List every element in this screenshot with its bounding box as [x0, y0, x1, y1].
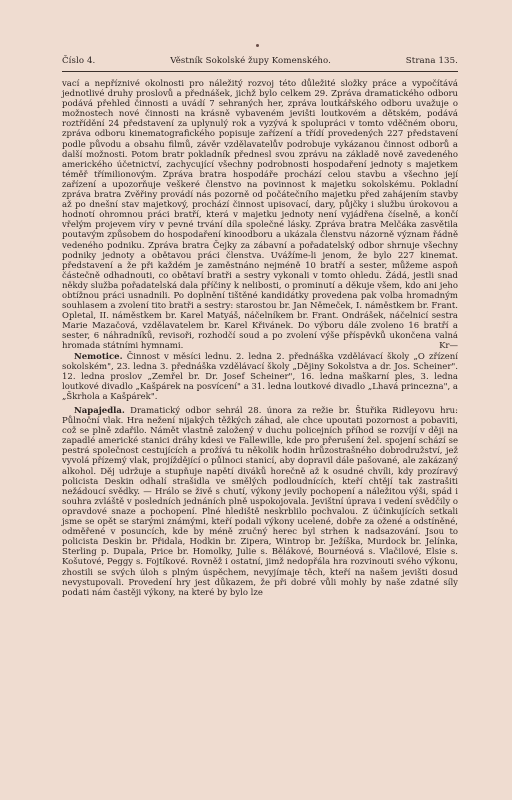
- header-rule: [62, 71, 458, 72]
- paragraph-napajedla-text: Dramatický odbor sehrál 28. února za režie br. Štuřika Ridleyovu hru: Půlnoční vlak. Hra nežení nijakých těžkých záhad, ale chce upoutati pozornost a pobaviti, což se plně zdařilo. Námět vlastně založený v duchu policejních příhod se rozvíjí v ději na zapadlé americké stanici dráhy kdesi ve Fallewille, kde pro přerušení žel. spojení schází se pestrá společnost cestujících a prožívá tu několik hodin hrůzostrašného dobrodružství, jež vyvolá přízemý vlak, projíždějící o půlnoci stanicí, aby dopravil dále pašované, ale zakázaný alkohol. Děj udržuje a stupňuje napětí diváků horečně až k osudné chvíli, kdy prozíravý policista Deskin odhalí strašidla ve smělých podloudnících, kteří chtějí tak zastrašiti nežádoucí svědky. — Hrálo se živě s chutí, výkony jevily pochopení a náležitou výši, spád i souhra zvláště v posledních jednáních plně uspokojovala. Jevištní úprava i vedení svědčily o opravdové snaze a pochopení. Plné hlediště neskrblilo pochvalou. Z účinkujících setkali jsme se opět se starými známými, kteří podali výkony ucelené, dobře za ožené a odstíněné, odměřené v posuncích, kde by méně zručný herec byl strhen k nadsazování. Jsou to policista Deskin br. Přidala, Hodkin br. Zipera, Wintrop br. Ježíška, Murdock br. Jelínka, Sterling p. Dupala, Price br. Homolky, Julie s. Bělákové, Bournéová s. Vlačilové, Elsie s. Košutové, Peggy s. Fojtíkové. Rovněž i ostatní, jimž nedopřála hra rozvinouti svého výkonu, zhostili se svých úloh s plným úspěchem, nevyjímaje těch, kteří na našem jevišti dosud nevystupovali. Provedení hry jest důkazem, že při dobré vůli mohly by naše zdatné síly podati nám častěji výkony, na které by bylo lze: [62, 406, 458, 598]
- paragraph-nemotice: [62, 352, 458, 402]
- paragraph-napajedla: [62, 406, 458, 598]
- author-signature: Kr—: [439, 341, 458, 352]
- page-dot: [256, 44, 259, 47]
- paragraph-report-text: vací a nepříznivé okolnosti pro náležitý rozvoj této důležité složky práce a vypočítává jednotlivé druhy proslovů a přednášek, jichž bylo celkem 29. Zpráva dramatického odboru podává přehled činnosti a uvádí 7 sehraných her, zpráva loutkářského odboru uvažuje o možnostech nové činnosti na krásně vybaveném jevišti loutkovém a dětském, podává roztřídění 24 představení za uplynulý rok a vyzývá k spolupráci v tomto vděčném oboru, zpráva odboru kinematografického popisuje zařízení a třídí provedených 227 představení podle původu a obsahu filmů, závěr vzdělavatelův podrobuje vykázanou činnost odborů a další možnosti. Potom bratr pokladník přednesl svou zprávu na základě nově zavedeného amerického účetnictví, zachycující všechny podrobnosti hospodaření jednoty s majetkem téměř třímilionovým. Zpráva bratra hospodáře prochází celou stavbu a všechno její zařízení a upozorňuje veškeré členstvo na povinnost k majetku sokolskému. Pokladní zpráva bratra Zvěřiny provádí nás pozorně od počátečního majetku před zahájením stavby až po dnešní stav majetkový, prochází činnost upisovací, dary, půjčky i službu úrokovou a hodnotí ohromnou práci bratří, která v majetku jednoty není vyjádřena číselně, a končí vřelým projevem víry v pevné trvání díla společné lásky. Zpráva bratra Melčáka zasvětila poutavým způsobem do hospodaření kinoodboru a ukázala členstvu názorně význam řádně vedeného podniku. Zpráva bratra Čejky za zábavní a pořadatelský odbor shrnuje všechny podniky jednoty a obětavou práci členstva. Uvážíme-li jenom, že bylo 227 kinemat. představení a že při každém je zaměstnáno nejméně 10 bratří a sester, můžeme aspoň částečně odhadnouti, co obětaví bratři a sestry vykonali v tomto ohledu. Žádá, jestli snad někdy služba pořadatelská dala příčiny k nelibosti, o prominutí a děkuje všem, kdo ani jeho obtížnou práci usnadnili. Po doplnění tištěné kandidátky provedena pak volba hromadným souhlasem a zvolení tito bratři a sestry: starostou br. Jan Němeček, I. náměstkem br. Frant. Opletal, II. náměstkem br. Karel Matyáš, náčelníkem br. Frant. Ondrášek, náčelnicí sestra Marie Mazačová, vzdělavatelem br. Karel Křivánek. Do výboru dále zvoleno 16 bratří a sester, 6 náhradníků, revisoři, rozhodčí soud a po zvolení výše příspěvků ukončena valná hromada státními hymnami.: [62, 79, 458, 352]
- page-header: [62, 56, 458, 66]
- section-heading-napajedla: Napajedla.: [74, 406, 125, 416]
- paragraph-nemotice-text: Činnost v měsíci lednu. 2. ledna 2. přednáška vzdělávací školy „O zřízení sokolském", 23. ledna 3. přednáška vzdělávací školy „Dějiny Sokolstva a dr. Jos. Scheiner". 12. ledna proslov „Zemřel br. Dr. Josef Scheiner", 16. ledna maškarní ples, 3. ledna loutkové divadlo „Kašpárek na posvícení" a 31. ledna loutkové divadlo „Lhavá princezna", a „Škrhola a Kašpárek".: [62, 351, 458, 402]
- article-body: [62, 79, 458, 598]
- paragraph-report: [62, 79, 458, 352]
- header-page-number: Strana 135.: [405, 56, 458, 66]
- header-issue: Číslo 4.: [62, 56, 96, 66]
- header-title: Věstník Sokolské župy Komenského.: [170, 56, 331, 66]
- section-heading-nemotice: Nemotice.: [74, 351, 123, 362]
